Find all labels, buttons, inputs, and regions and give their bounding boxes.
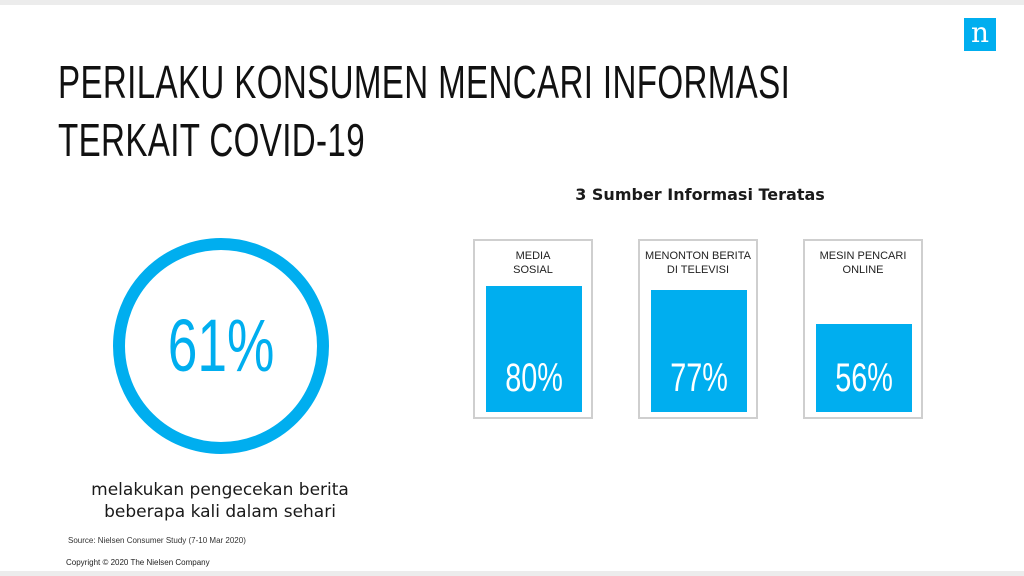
bar-card-2 [638, 239, 758, 419]
bar-category-line: SOSIAL [513, 264, 553, 276]
bar [816, 324, 912, 412]
bar [651, 290, 747, 412]
source-note: Source: Nielsen Consumer Study (7-10 Mar 2020) [68, 536, 246, 545]
bar-value-text: 80% [505, 356, 563, 400]
bar-category-line: ONLINE [842, 264, 884, 276]
bar-value-text: 56% [835, 356, 893, 400]
bar-category-line: MESIN PENCARI [819, 250, 907, 262]
highlight-caption-line-1: melakukan pengecekan berita [91, 480, 349, 500]
bar-category-label [475, 249, 591, 277]
bar-value-label [816, 358, 912, 398]
bar-card-1 [473, 239, 593, 419]
highlight-value-text: 61% [167, 304, 275, 387]
bar-category-label [805, 249, 921, 277]
bar-category-line: MEDIA [515, 250, 551, 262]
bar-category-label [640, 249, 756, 277]
page-title [58, 53, 790, 169]
title-line-2: TERKAIT COVID-19 [58, 114, 365, 166]
highlight-caption [70, 479, 370, 523]
bar-value-label [651, 358, 747, 398]
bar-category-line: DI TELEVISI [666, 264, 730, 276]
highlight-caption-line-2: beberapa kali dalam sehari [104, 502, 336, 522]
bar-value-text: 77% [670, 356, 728, 400]
bar-value-label [486, 358, 582, 398]
slide [0, 5, 1024, 571]
copyright-note: Copyright © 2020 The Nielsen Company [66, 558, 210, 567]
bar-card-3 [803, 239, 923, 419]
chart-title: 3 Sumber Informasi Teratas [575, 185, 825, 204]
highlight-value [113, 238, 329, 454]
title-line-1: PERILAKU KONSUMEN MENCARI INFORMASI [58, 56, 791, 108]
nielsen-logo-icon: n [964, 18, 996, 51]
bar [486, 286, 582, 412]
bar-category-line: MENONTON BERITA [645, 250, 751, 262]
